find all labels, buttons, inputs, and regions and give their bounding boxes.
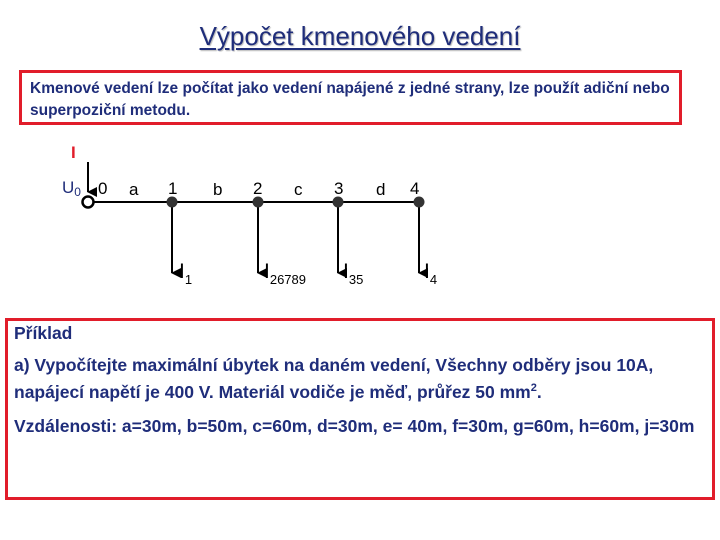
load-label-1: $I_1$ bbox=[179, 260, 193, 287]
intro-text: Kmenové vedení lze počítat jako vedení napájené z jedné strany, lze použít adiční nebo superpoziční metodu. bbox=[30, 80, 670, 119]
load-label-2: $I_{26789}$ bbox=[264, 260, 306, 287]
segment-label-a: a bbox=[129, 180, 139, 199]
node-label-4: 4 bbox=[410, 179, 420, 198]
node-label-0: 0 bbox=[98, 179, 108, 198]
segment-label-c: c bbox=[294, 180, 303, 199]
load-label-3: $I_{35}$ bbox=[343, 260, 364, 287]
feeder-diagram bbox=[0, 140, 720, 310]
node-label-2: 2 bbox=[253, 179, 263, 198]
supply-current-label: I bbox=[71, 143, 76, 162]
distances: Vzdálenosti: a=30m, b=50m, c=60m, d=30m, e= 40m, f=30m, g=60m, h=60m, j=30m bbox=[14, 416, 695, 436]
intro-box bbox=[19, 70, 682, 125]
task-a: a) Vypočítejte maximální úbytek na daném vedení, Všechny odběry jsou 10A, napájecí napětí je 400 V. Materiál vodiče je měď, průřez 50 $mm^2$. bbox=[14, 355, 654, 402]
segment-label-d: d bbox=[376, 180, 386, 199]
node-label-3: 3 bbox=[334, 179, 344, 198]
supply-voltage-label: $U_0$ bbox=[62, 178, 81, 199]
supply-node bbox=[83, 197, 94, 208]
example-box bbox=[5, 318, 715, 500]
load-label-4: $I_4$ bbox=[424, 260, 438, 287]
node-label-1: 1 bbox=[168, 179, 178, 198]
segment-label-b: b bbox=[213, 180, 223, 199]
example-heading: Příklad bbox=[14, 323, 73, 343]
page-title: Výpočet kmenového vedení bbox=[199, 21, 521, 51]
